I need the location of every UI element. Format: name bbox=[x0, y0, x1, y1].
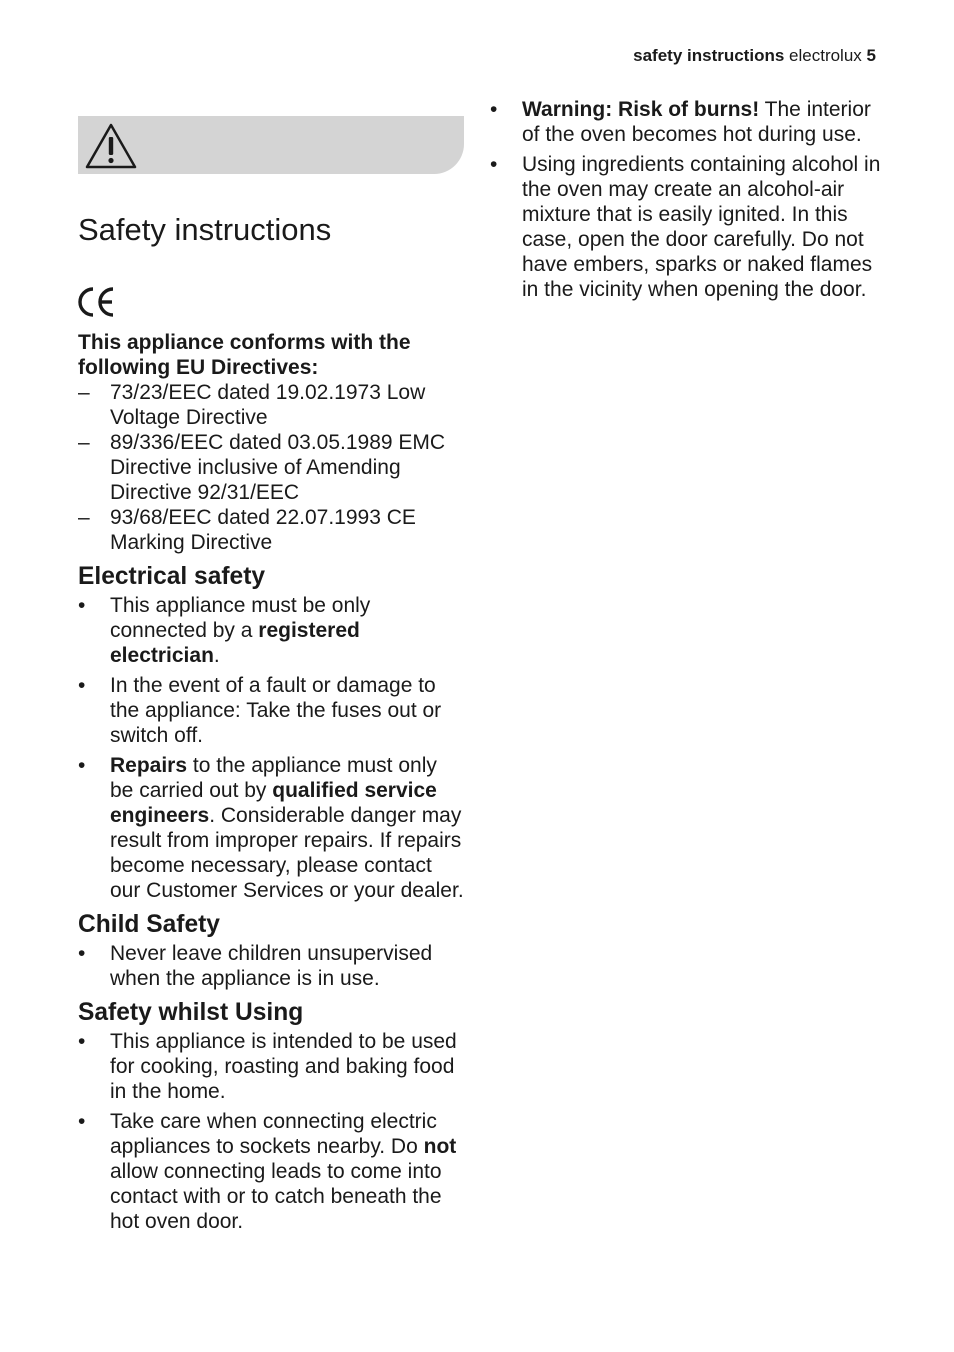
page-number: 5 bbox=[866, 46, 876, 65]
using-list bbox=[78, 1029, 464, 1234]
ce-mark-icon bbox=[78, 286, 116, 323]
running-header bbox=[633, 46, 876, 66]
list-item: • Warning: Risk of burns! The interior of the oven becomes hot during use. bbox=[490, 98, 871, 146]
using-list-continued bbox=[490, 97, 885, 302]
list-item: • Take care when connecting electric appliances to sockets nearby. Do not allow connecting leads to come into contact with or to catch beneath the hot oven door. bbox=[78, 1110, 457, 1233]
directives-list bbox=[78, 380, 464, 555]
right-column bbox=[490, 97, 885, 307]
left-column bbox=[78, 330, 464, 1239]
directives-intro: This appliance conforms with the following EU Directives: bbox=[78, 331, 411, 379]
child-safety-list bbox=[78, 941, 464, 991]
list-item: – 93/68/EEC dated 22.07.1993 CE Marking Directive bbox=[78, 506, 416, 554]
list-item: • Never leave children unsupervised when the appliance is in use. bbox=[78, 942, 433, 990]
list-item: – 73/23/EEC dated 19.02.1973 Low Voltage Directive bbox=[78, 381, 426, 429]
warning-triangle-icon bbox=[84, 122, 138, 170]
list-item: • This appliance is intended to be used for cooking, roasting and baking food in the home. bbox=[78, 1030, 457, 1103]
heading-electrical-safety: Electrical safety bbox=[78, 563, 266, 590]
list-item: • In the event of a fault or damage to the appliance: Take the fuses out or switch off. bbox=[78, 674, 442, 747]
electrical-list bbox=[78, 593, 464, 903]
list-item: • Using ingredients containing alcohol in the oven may create an alcohol-air mixture that is easily ignited. In this case, open the door carefully. Do not have embers, sparks or naked flames in the vicinity when opening the door. bbox=[490, 153, 881, 301]
heading-child-safety: Child Safety bbox=[78, 911, 220, 938]
list-item: – 89/336/EEC dated 03.05.1989 EMC Directive inclusive of Amending Directive 92/31/EEC bbox=[78, 431, 446, 504]
heading-safety-whilst-using: Safety whilst Using bbox=[78, 999, 304, 1026]
list-item: • Repairs to the appliance must only be carried out by qualified service engineers. Considerable danger may result from improper repairs. If repairs become necessary, please contact our Customer Services or your dealer. bbox=[78, 754, 464, 902]
warning-banner bbox=[78, 116, 464, 174]
list-item: • This appliance must be only connected by a registered electrician. bbox=[78, 594, 371, 667]
header-brand: electrolux bbox=[789, 46, 862, 65]
header-section-title: safety instructions bbox=[633, 46, 785, 65]
page-title: Safety instructions bbox=[78, 212, 332, 247]
